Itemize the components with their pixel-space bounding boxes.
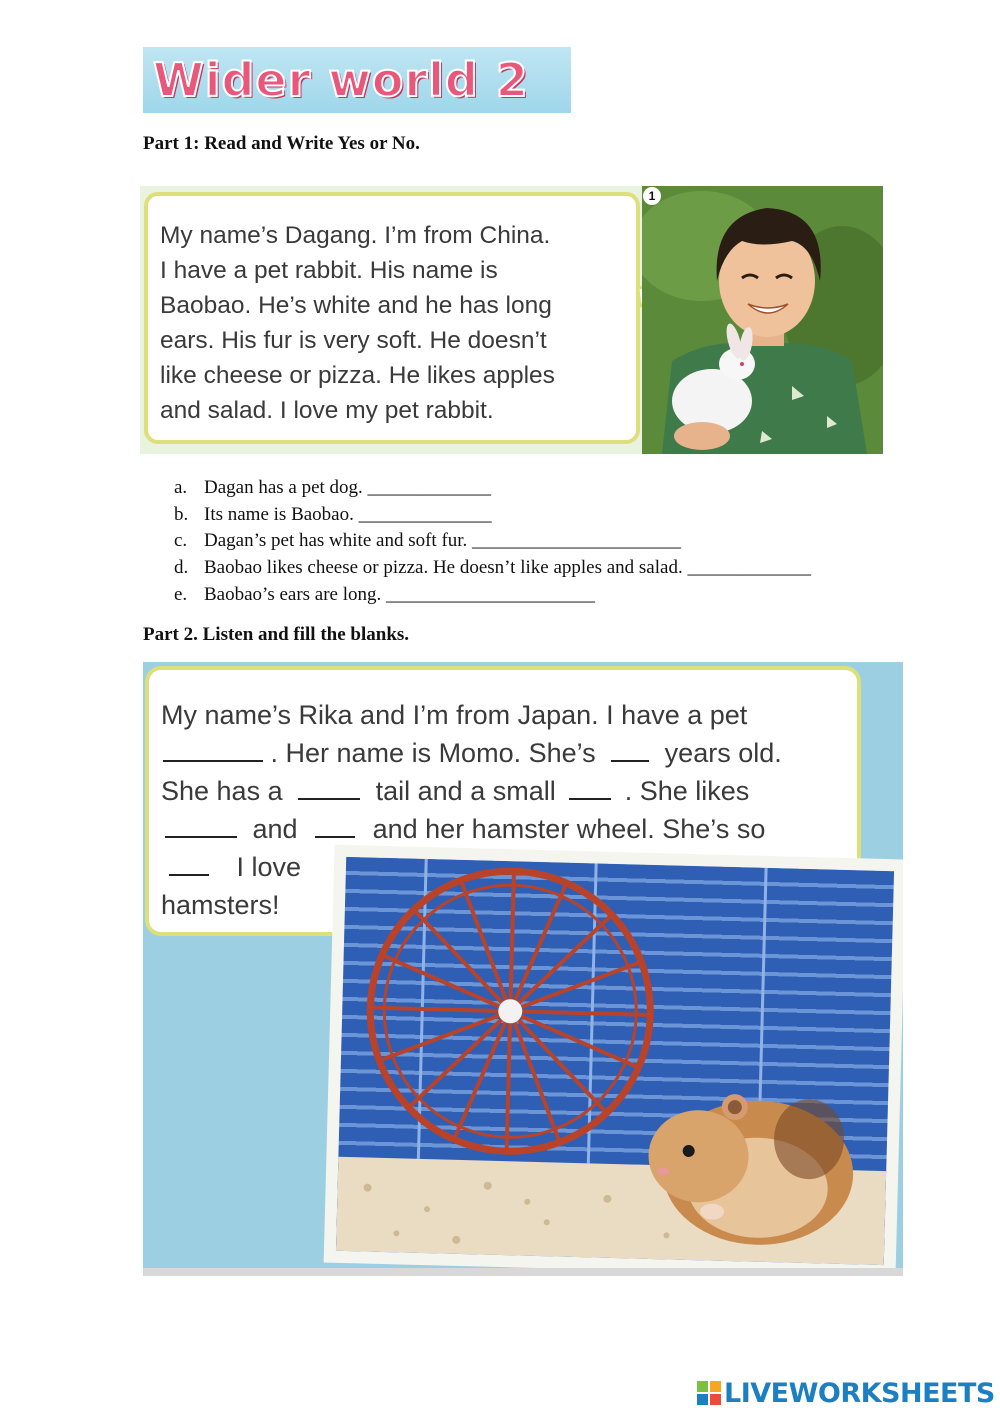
reading-line: and salad. I love my pet rabbit. xyxy=(160,397,494,424)
liveworksheets-logo[interactable] xyxy=(697,1377,995,1409)
reading-line: Baobao. He’s white and he has long xyxy=(160,292,552,319)
blank-like-1[interactable] xyxy=(165,835,237,838)
blank-pet[interactable] xyxy=(163,759,263,762)
reading-line: My name’s Rika and I’m from Japan. I have a pet xyxy=(161,700,748,730)
question-row xyxy=(174,478,491,497)
question-letter: c. xyxy=(174,530,188,551)
part2-heading: Part 2. Listen and fill the blanks. xyxy=(143,624,410,645)
question-text[interactable]: Baobao’s ears are long. ______________________ xyxy=(204,584,596,605)
blank-like-2[interactable] xyxy=(315,835,355,838)
worksheet-title: Wider world 2 xyxy=(153,53,529,107)
reading-line: hamsters! xyxy=(161,890,280,920)
part1-reading-panel xyxy=(140,186,883,454)
blank-small[interactable] xyxy=(569,797,611,800)
reading-line-2: . Her name is Momo. She’s years old. xyxy=(163,740,782,767)
question-letter: a. xyxy=(174,477,188,498)
logo-text: LIVEWORKSHEETS xyxy=(724,1377,995,1409)
reading-line: I have a pet rabbit. His name is xyxy=(160,257,498,284)
blank-adjective[interactable] xyxy=(169,873,209,876)
reading-line: ears. His fur is very soft. He doesn’t xyxy=(160,327,547,354)
blank-age[interactable] xyxy=(611,759,649,762)
logo-icon xyxy=(697,1381,721,1405)
question-text[interactable]: Baobao likes cheese or pizza. He doesn’t like apples and salad. _____________ xyxy=(204,557,811,578)
question-row xyxy=(174,531,681,550)
question-row xyxy=(174,585,595,604)
question-row xyxy=(174,505,492,524)
reading-line-5: I love xyxy=(169,854,301,881)
question-text[interactable]: Its name is Baobao. ______________ xyxy=(204,504,492,525)
question-row xyxy=(174,558,811,577)
question-text[interactable]: Dagan has a pet dog. _____________ xyxy=(204,477,492,498)
question-text[interactable]: Dagan’s pet has white and soft fur. ______________________ xyxy=(204,530,682,551)
reading-line-3: She has a tail and a small . She likes xyxy=(161,776,750,806)
question-letter: e. xyxy=(174,584,188,605)
reading-line-4: and and her hamster wheel. She’s so xyxy=(165,816,765,843)
question-letter: d. xyxy=(174,557,189,578)
boy-with-rabbit-photo xyxy=(642,186,883,454)
reading-line: My name’s Dagang. I’m from China. xyxy=(160,222,551,249)
blank-tail[interactable] xyxy=(298,797,360,800)
title-banner xyxy=(143,47,571,113)
part1-heading: Part 1: Read and Write Yes or No. xyxy=(143,133,420,154)
photo-number-badge: 1 xyxy=(643,187,661,205)
reading-line: like cheese or pizza. He likes apples xyxy=(160,362,555,389)
part1-speech-bubble xyxy=(144,192,640,444)
question-letter: b. xyxy=(174,504,189,525)
part2-reading-panel xyxy=(143,662,903,1276)
panel-shadow xyxy=(143,1268,903,1276)
hamster-photo xyxy=(324,845,903,1276)
